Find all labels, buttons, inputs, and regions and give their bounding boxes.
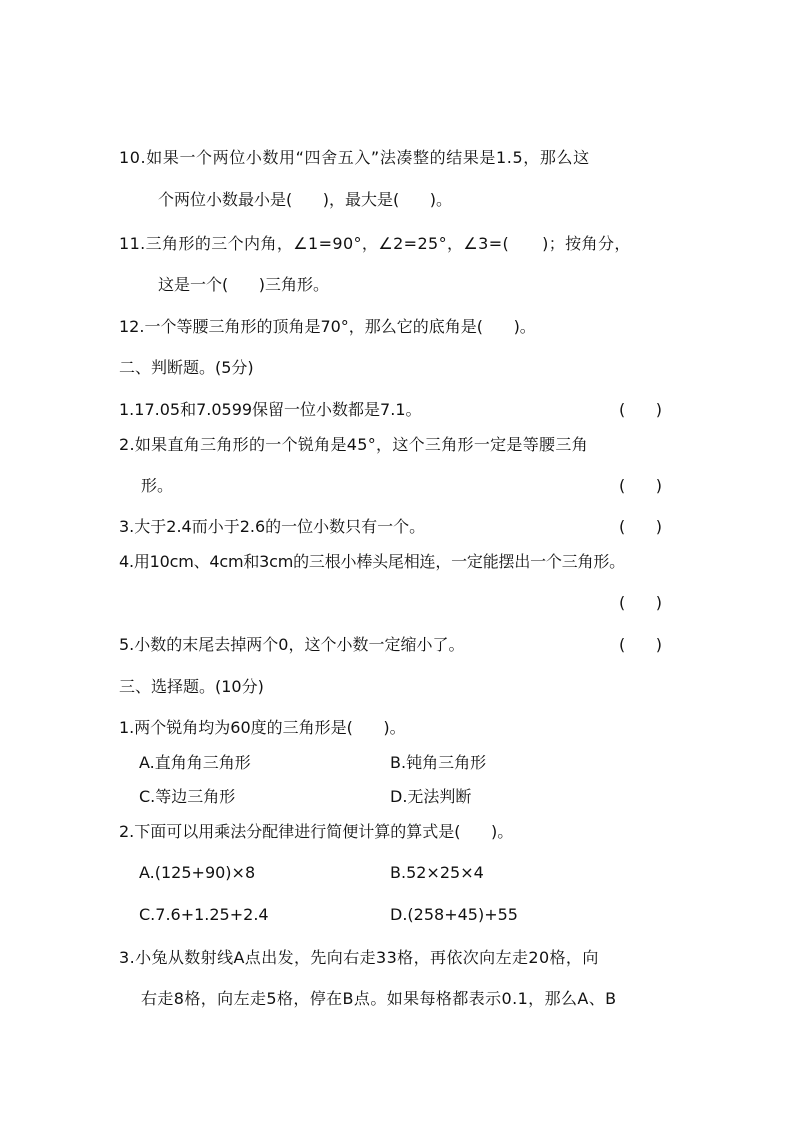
judge-answer-paren-3[interactable]: ( ) [619, 517, 662, 536]
judge-question-1: 1.17.05和7.0599保留一位小数都是7.1。 [119, 400, 422, 419]
choice-1-option-c[interactable]: C.等边三角形 [139, 787, 236, 806]
choice-1-option-b[interactable]: B.钝角三角形 [390, 753, 487, 772]
judge-question-2-line-2: 形。 [141, 476, 174, 495]
question-12: 12.一个等腰三角形的顶角是70°，那么它的底角是( )。 [119, 317, 536, 336]
question-10-line-2: 个两位小数最小是( )，最大是( )。 [158, 190, 453, 209]
question-10-line-1: 10.如果一个两位小数用“四舍五入”法凑整的结果是1.5，那么这 [119, 148, 590, 167]
choice-2-option-c[interactable]: C.7.6+1.25+2.4 [139, 905, 269, 924]
choice-2-option-b[interactable]: B.52×25×4 [390, 863, 484, 882]
judge-answer-paren-5[interactable]: ( ) [619, 635, 662, 654]
choice-question-2-stem: 2.下面可以用乘法分配律进行简便计算的算式是( )。 [119, 822, 514, 841]
question-11-line-2: 这是一个( )三角形。 [158, 275, 330, 294]
judge-question-2-line-1: 2.如果直角三角形的一个锐角是45°，这个三角形一定是等腰三角 [119, 435, 588, 454]
judge-question-4: 4.用10cm、4cm和3cm的三根小棒头尾相连，一定能摆出一个三角形。 [119, 552, 625, 571]
section-heading-judge: 二、判断题。(5分) [119, 358, 254, 377]
choice-question-1-stem: 1.两个锐角均为60度的三角形是( )。 [119, 718, 406, 737]
question-11-line-1: 11.三角形的三个内角，∠1=90°，∠2=25°，∠3=( )；按角分， [119, 234, 631, 253]
judge-answer-paren-2[interactable]: ( ) [619, 476, 662, 495]
choice-1-option-a[interactable]: A.直角角三角形 [139, 753, 251, 772]
choice-1-option-d[interactable]: D.无法判断 [390, 787, 472, 806]
choice-2-option-d[interactable]: D.(258+45)+55 [390, 905, 518, 924]
choice-2-option-a[interactable]: A.(125+90)×8 [139, 863, 256, 882]
choice-question-3-line-2: 右走8格，向左走5格，停在B点。如果每格都表示0.1，那么A、B [141, 989, 617, 1008]
judge-question-5: 5.小数的末尾去掉两个0，这个小数一定缩小了。 [119, 635, 465, 654]
judge-answer-paren-4[interactable]: ( ) [619, 593, 662, 612]
choice-question-3-line-1: 3.小兔从数射线A点出发，先向右走33格，再依次向左走20格，向 [119, 948, 599, 967]
judge-question-3: 3.大于2.4而小于2.6的一位小数只有一个。 [119, 517, 426, 536]
judge-answer-paren-1[interactable]: ( ) [619, 400, 662, 419]
section-heading-choice: 三、选择题。(10分) [119, 677, 264, 696]
